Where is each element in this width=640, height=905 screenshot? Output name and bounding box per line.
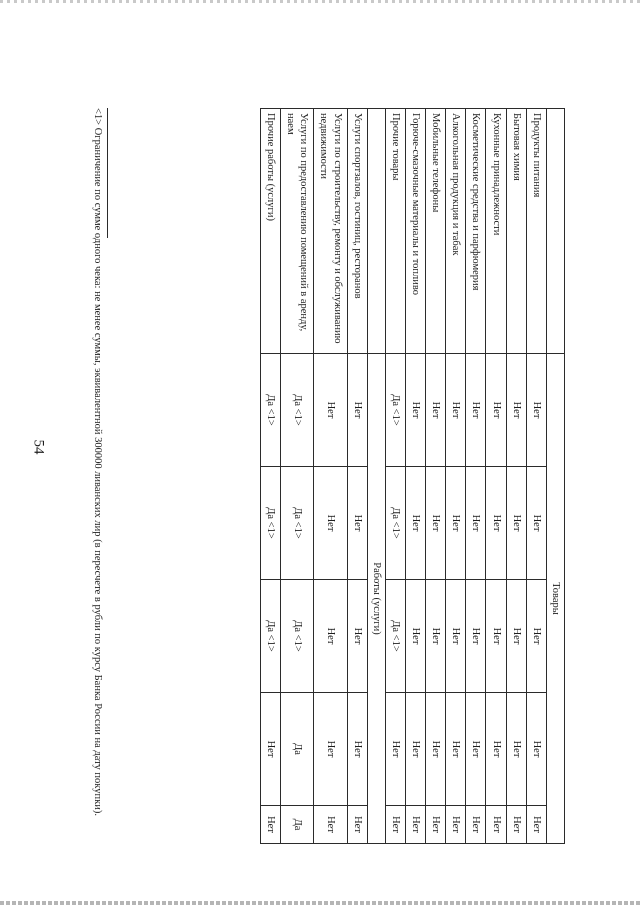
section-header-row <box>546 109 564 844</box>
value-cell: Да <box>281 693 314 806</box>
table-row <box>526 109 546 844</box>
value-cell: Да <1> <box>281 467 314 580</box>
value-cell: Да <1> <box>261 467 281 580</box>
value-cell: Нет <box>466 580 486 693</box>
value-cell: Нет <box>347 467 367 580</box>
value-cell: Нет <box>314 693 347 806</box>
value-cell: Нет <box>426 354 446 467</box>
value-cell: Нет <box>406 693 426 806</box>
table-row <box>281 109 314 844</box>
table-row <box>385 109 405 844</box>
goods-services-table <box>260 108 565 844</box>
value-cell: Нет <box>446 467 466 580</box>
value-cell: Нет <box>426 467 446 580</box>
value-cell: Нет <box>347 580 367 693</box>
row-name-cell: Горюче-смазочные материалы и топливо <box>406 109 426 354</box>
value-cell: Нет <box>406 580 426 693</box>
value-cell: Нет <box>486 806 506 844</box>
value-cell: Нет <box>261 693 281 806</box>
value-cell: Нет <box>385 806 405 844</box>
value-cell: Нет <box>446 806 466 844</box>
value-cell: Да <1> <box>281 354 314 467</box>
value-cell: Нет <box>314 467 347 580</box>
table-row <box>506 109 526 844</box>
value-cell: Нет <box>406 354 426 467</box>
value-cell: Нет <box>486 580 506 693</box>
value-cell: Нет <box>506 467 526 580</box>
scan-edge-top <box>0 0 640 3</box>
footnote-divider <box>107 108 108 238</box>
value-cell: Нет <box>314 580 347 693</box>
footnote: <1> Ограничение по сумме одного чека: не менее суммы, эквивалентной 300000 ливанских лир (в пересчете в рубли по курсу Банка России на дату покупки). <box>92 108 103 816</box>
value-cell: Да <1> <box>385 354 405 467</box>
value-cell: Нет <box>486 693 506 806</box>
value-cell: Да <1> <box>281 580 314 693</box>
value-cell: Нет <box>466 467 486 580</box>
section-header-empty-cell <box>546 109 564 354</box>
row-name-cell: Услуги по строительству, ремонту и обслуживанию недвижимости <box>314 109 347 354</box>
value-cell: Нет <box>506 580 526 693</box>
value-cell: Нет <box>526 693 546 806</box>
table-row <box>426 109 446 844</box>
table-row <box>314 109 347 844</box>
section-title: Работы (услуги) <box>367 354 385 844</box>
table-row <box>466 109 486 844</box>
value-cell: Нет <box>506 693 526 806</box>
section-title: Товары <box>546 354 564 844</box>
value-cell: Нет <box>446 354 466 467</box>
section-header-empty-cell <box>367 109 385 354</box>
value-cell: Нет <box>466 806 486 844</box>
value-cell: Нет <box>347 806 367 844</box>
value-cell: Нет <box>466 693 486 806</box>
value-cell: Нет <box>314 354 347 467</box>
value-cell: Нет <box>426 693 446 806</box>
scan-edge-bottom <box>0 901 640 905</box>
value-cell: Да <1> <box>261 580 281 693</box>
value-cell: Нет <box>526 806 546 844</box>
row-name-cell: Алкогольная продукция и табак <box>446 109 466 354</box>
row-name-cell: Мобильные телефоны <box>426 109 446 354</box>
value-cell: Нет <box>347 693 367 806</box>
value-cell: Да <1> <box>385 467 405 580</box>
table-row <box>347 109 367 844</box>
row-name-cell: Прочие работы (услуги) <box>261 109 281 354</box>
row-name-cell: Косметические средства и парфюмерия <box>466 109 486 354</box>
value-cell: Нет <box>446 693 466 806</box>
row-name-cell: Услуги по предоставлению помещений в аренду, наем <box>281 109 314 354</box>
value-cell: Нет <box>486 354 506 467</box>
value-cell: Нет <box>526 580 546 693</box>
value-cell: Нет <box>385 693 405 806</box>
value-cell: Да <1> <box>261 354 281 467</box>
value-cell: Да <1> <box>385 580 405 693</box>
value-cell: Нет <box>526 467 546 580</box>
section-header-row <box>367 109 385 844</box>
value-cell: Нет <box>261 806 281 844</box>
row-name-cell: Прочие товары <box>385 109 405 354</box>
value-cell: Нет <box>486 467 506 580</box>
value-cell: Нет <box>526 354 546 467</box>
value-cell: Нет <box>347 354 367 467</box>
value-cell: Нет <box>466 354 486 467</box>
table-row <box>446 109 466 844</box>
table-row <box>486 109 506 844</box>
page-number: 54 <box>30 439 47 455</box>
value-cell: Нет <box>506 354 526 467</box>
row-name-cell: Услуги спортзалов, гостиниц, ресторанов <box>347 109 367 354</box>
table-row <box>261 109 281 844</box>
value-cell: Нет <box>314 806 347 844</box>
rotated-page-content <box>92 90 565 860</box>
table-row <box>406 109 426 844</box>
value-cell: Нет <box>426 806 446 844</box>
row-name-cell: Кухонные принадлежности <box>486 109 506 354</box>
value-cell: Нет <box>446 580 466 693</box>
row-name-cell: Продукты питания <box>526 109 546 354</box>
value-cell: Нет <box>506 806 526 844</box>
value-cell: Нет <box>406 467 426 580</box>
row-name-cell: Бытовая химия <box>506 109 526 354</box>
value-cell: Да <box>281 806 314 844</box>
value-cell: Нет <box>426 580 446 693</box>
table-body <box>261 109 565 844</box>
value-cell: Нет <box>406 806 426 844</box>
